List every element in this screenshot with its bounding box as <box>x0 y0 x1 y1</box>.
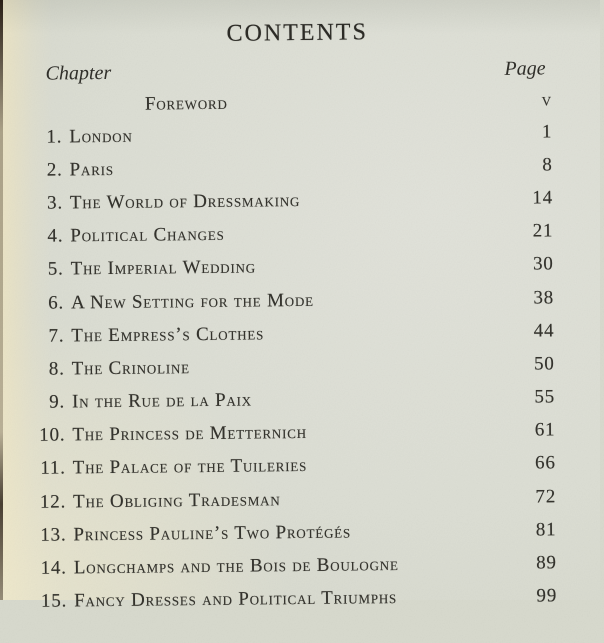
page-number: 8 <box>542 154 553 176</box>
chapter-number: 15. <box>40 590 68 612</box>
page-number: 81 <box>535 519 557 541</box>
chapter-title: Political Changes <box>70 223 225 247</box>
chapter-title: Paris <box>69 158 114 181</box>
chapter-number: 9. <box>49 391 66 413</box>
page-number: 1 <box>541 120 553 143</box>
chapter-title: A New Setting for the Mode <box>70 289 314 313</box>
book-gutter-edge <box>0 0 3 600</box>
page-number: 50 <box>533 353 555 375</box>
chapter-number: 10. <box>39 424 66 447</box>
page-number: 66 <box>535 452 556 475</box>
chapter-title: The Crinoline <box>71 357 190 380</box>
page-number: 44 <box>533 320 555 342</box>
chapter-title: The Palace of the Tuileries <box>72 455 308 479</box>
page-number: 72 <box>535 485 557 508</box>
chapter-number: 4. <box>47 225 64 247</box>
page-number: 21 <box>532 220 554 242</box>
toc-list <box>0 85 603 619</box>
chapter-title: The Empress’s Clothes <box>71 323 265 347</box>
page-number: 61 <box>534 419 556 441</box>
chapter-number: 14. <box>40 557 67 579</box>
chapter-column-header: Chapter <box>45 61 112 85</box>
chapter-title: Princess Pauline’s Two Protégés <box>73 521 352 546</box>
chapter-number: 6. <box>48 292 65 314</box>
page-number: 14 <box>532 187 554 209</box>
page-column-header: Page <box>504 57 546 80</box>
chapter-number: 11. <box>40 457 66 480</box>
chapter-title: Fancy Dresses and Political Triumphs <box>74 587 398 612</box>
page-number: 99 <box>536 585 558 607</box>
chapter-title: The World of Dressmaking <box>69 189 301 214</box>
page-number: 38 <box>533 286 555 309</box>
page-number: v <box>541 89 553 111</box>
page-number: 55 <box>534 386 556 408</box>
chapter-title: The Imperial Wedding <box>70 256 256 280</box>
contents-title: CONTENTS <box>226 19 369 47</box>
chapter-title: London <box>69 125 133 148</box>
chapter-title: Foreword <box>144 92 228 115</box>
chapter-number: 12. <box>39 491 67 513</box>
page-number: 30 <box>532 253 554 275</box>
toc-row <box>3 579 603 618</box>
chapter-number: 13. <box>40 524 67 546</box>
chapter-title: The Princess de Metternich <box>72 422 307 446</box>
chapter-title: In the Rue de la Paix <box>71 389 253 413</box>
chapter-number: 3. <box>47 192 64 214</box>
chapter-number <box>0 105 62 106</box>
chapter-number: 8. <box>48 358 65 380</box>
chapter-title: Longchamps and the Bois de Boulogne <box>73 554 399 579</box>
chapter-title: The Obliging Tradesman <box>72 488 281 513</box>
page-number: 89 <box>536 552 557 574</box>
chapter-number: 1. <box>46 126 63 148</box>
chapter-number: 2. <box>46 159 63 181</box>
chapter-number: 7. <box>48 325 65 347</box>
chapter-number: 5. <box>47 258 64 280</box>
column-headers <box>0 57 598 87</box>
